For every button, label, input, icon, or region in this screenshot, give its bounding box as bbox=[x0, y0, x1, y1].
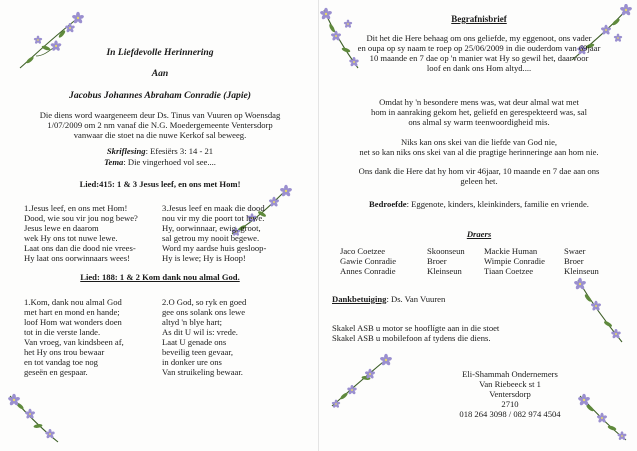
hymn1-verse1-line: Laat ons dan die dood nie vrees- bbox=[24, 243, 136, 253]
undertaker-phone: 018 264 3098 / 082 974 4504 bbox=[459, 409, 561, 419]
para3-line: Niks kan ons skei van die liefde van God nie, bbox=[400, 137, 558, 147]
hymn2-verse2-line: altyd 'n blye hart; bbox=[162, 317, 223, 327]
hymn1-verse3-line: sal getrou my nooit begewe. bbox=[162, 233, 260, 243]
para1-line: en oupa op sy naam te roep op 25/06/2009 in die ouderdom van 69jaar bbox=[357, 43, 601, 53]
draer-role: Kleinseun bbox=[564, 266, 599, 276]
flower-spray-bottom-left-icon bbox=[6, 390, 64, 446]
hymn1-verse3-line: Word my aardse huis gesloop- bbox=[162, 243, 267, 253]
draer-role: Broer bbox=[427, 256, 447, 266]
hymn2-verse2-line: beveilig teen gevaar, bbox=[162, 347, 233, 357]
para4-line: Ons dank die Here dat hy hom vir 46jaar, 10 maande en 7 dae aan ons bbox=[358, 166, 600, 176]
dankbetuiging-value: : Ds. Van Vuuren bbox=[386, 294, 446, 304]
service-line-3: vanwaar die stoet na die nuwe Kerkof sal beweeg. bbox=[73, 130, 247, 140]
hymn1-verse3-line: Hy is lewe; Hy is Hoop! bbox=[162, 253, 246, 263]
bedroefde-line bbox=[330, 199, 628, 209]
para1-line: loof en dank ons Hom altyd.... bbox=[426, 63, 532, 73]
draer-name: Gawie Conradie bbox=[340, 256, 397, 266]
draer-role: Skoonseun bbox=[427, 246, 465, 256]
hymn2-verse2-line: in donker ure ons bbox=[162, 357, 222, 367]
hymn2-verse2-line: gee ons solank ons lewe bbox=[162, 307, 246, 317]
hymn2-verse2-line: Van struikeling bewaar. bbox=[162, 367, 243, 377]
service-line-2: 1/07/2009 om 2 nm vanaf die N.G. Moedergemeente Ventersdorp bbox=[47, 120, 273, 130]
tema-line bbox=[18, 157, 302, 167]
hymn1-verse3-line: Hy, oorwinnaar, ewig, groot, bbox=[162, 223, 261, 233]
hymn2-verse1-line: met hart en mond en hande; bbox=[24, 307, 120, 317]
skriflesing-line bbox=[18, 146, 302, 156]
flower-spray-top-left-icon bbox=[16, 10, 88, 72]
hymn1-verse1-line: 1.Jesus leef, en ons met Hom! bbox=[24, 203, 128, 213]
tema-label: Tema bbox=[104, 157, 124, 167]
memorial-heading: In Liefdevolle Herinnering bbox=[106, 47, 214, 58]
hymn2-title: Lied: 188: 1 & 2 Kom dank nou almal God. bbox=[80, 272, 240, 282]
aan-label: Aan bbox=[151, 68, 169, 79]
undertaker-name: Eli-Shammah Ondernemers bbox=[462, 369, 558, 379]
draer-name: Tiaan Coetzee bbox=[484, 266, 534, 276]
hymn2-verse1-line: loof Hom wat wonders doen bbox=[24, 317, 122, 327]
undertaker-town: Ventersdorp bbox=[489, 389, 531, 399]
para2-line: ons almal sy warm teenwoordigheid mis. bbox=[408, 117, 550, 127]
para4-line: geleen het. bbox=[460, 176, 498, 186]
hymn2-verse2-line: As dit U wil is: vrede. bbox=[162, 327, 238, 337]
flower-spray-middle-right-icon bbox=[570, 276, 630, 346]
draer-role: Kleinseun bbox=[427, 266, 462, 276]
hymn2-verse2-line: 2.O God, so ryk en goed bbox=[162, 297, 247, 307]
draer-name: Jaco Coetzee bbox=[340, 246, 386, 256]
dankbetuiging-label: Dankbetuiging bbox=[332, 294, 387, 304]
hymn1-verse1-line: Jesus lewe en daarom bbox=[24, 223, 99, 233]
hymn2-verse2-line: Laat U genade ons bbox=[162, 337, 227, 347]
dankbetuiging-line bbox=[332, 294, 445, 304]
undertaker-postcode: 2710 bbox=[501, 399, 519, 409]
para3-line: net so kan niks ons skei van al die pragtige herinneringe aan hom nie. bbox=[359, 147, 599, 157]
hymn2-verse1-line: Van vroeg, van kindsbeen af, bbox=[24, 337, 124, 347]
tema-value: : Die vingerhoed vol see.... bbox=[123, 157, 216, 167]
hymn1-verse3-line: nou vir my die poort tot lewe. bbox=[162, 213, 265, 223]
skriflesing-label: Skriflesing bbox=[106, 146, 146, 156]
hymn1-verse1-line: Dood, wie sou vir jou nog bewe? bbox=[24, 213, 138, 223]
draers-heading: Draers bbox=[466, 229, 492, 239]
begrafnisbrief-heading: Begrafnisbrief bbox=[451, 14, 507, 24]
notice-line: Skakel ASB u mobilefoon af tydens die diens. bbox=[332, 333, 491, 343]
skriflesing-value: : Efesiërs 3: 14 - 21 bbox=[145, 146, 214, 156]
draer-name: Annes Conradie bbox=[340, 266, 396, 276]
service-line-1: Die diens word waargeneem deur Ds. Tinus van Vuuren op Woensdag bbox=[39, 110, 281, 120]
draer-name: Mackie Human bbox=[484, 246, 538, 256]
hymn1-title: Lied:415: 1 & 3 Jesus leef, en ons met Hom! bbox=[79, 179, 241, 189]
para1-line: Dit het die Here behaag om ons geliefde, my eggenoot, ons vader bbox=[366, 33, 592, 43]
bedroefde-label: Bedroefde bbox=[369, 199, 407, 209]
hymn2-verse1-line: 1.Kom, dank nou almal God bbox=[24, 297, 122, 307]
flower-spray-bottom-right-page-icon bbox=[326, 352, 394, 412]
deceased-name: Jacobus Johannes Abraham Conradie (Japie) bbox=[69, 90, 251, 101]
para2-line: Omdat hy 'n besondere mens was, wat deur almal wat met bbox=[379, 97, 579, 107]
draer-role: Swaer bbox=[564, 246, 586, 256]
hymn1-verse1-line: wek Hy ons tot nuwe lewe. bbox=[24, 233, 118, 243]
para2-line: hom in aanraking gekom het, geliefd en gerespekteerd was, sal bbox=[371, 107, 587, 117]
notice-line: Skakel ASB u motor se hooflígte aan in die stoet bbox=[332, 323, 500, 333]
undertaker-street: Van Riebeeck st 1 bbox=[479, 379, 541, 389]
draer-role: Broer bbox=[564, 256, 584, 266]
hymn2-verse1-line: het Hy ons trou bewaar bbox=[24, 347, 105, 357]
para1-line: 10 maande en 7 dae op 'n manier wat Hy so gewil het, daarvoor bbox=[369, 53, 589, 63]
bedroefde-value: : Eggenote, kinders, kleinkinders, familie en vriende. bbox=[406, 199, 589, 209]
draer-name: Wimpie Conradie bbox=[484, 256, 545, 266]
hymn2-verse1-line: geseën en gespaar. bbox=[24, 367, 88, 377]
hymn1-verse3-line: 3.Jesus leef en maak die dood bbox=[162, 203, 265, 213]
hymn2-verse1-line: tot in die verste lande. bbox=[24, 327, 101, 337]
hymn2-verse1-line: en tot vandag toe nog bbox=[24, 357, 98, 367]
hymn1-verse1-line: Hy laat ons oorwinnaars wees! bbox=[24, 253, 130, 263]
